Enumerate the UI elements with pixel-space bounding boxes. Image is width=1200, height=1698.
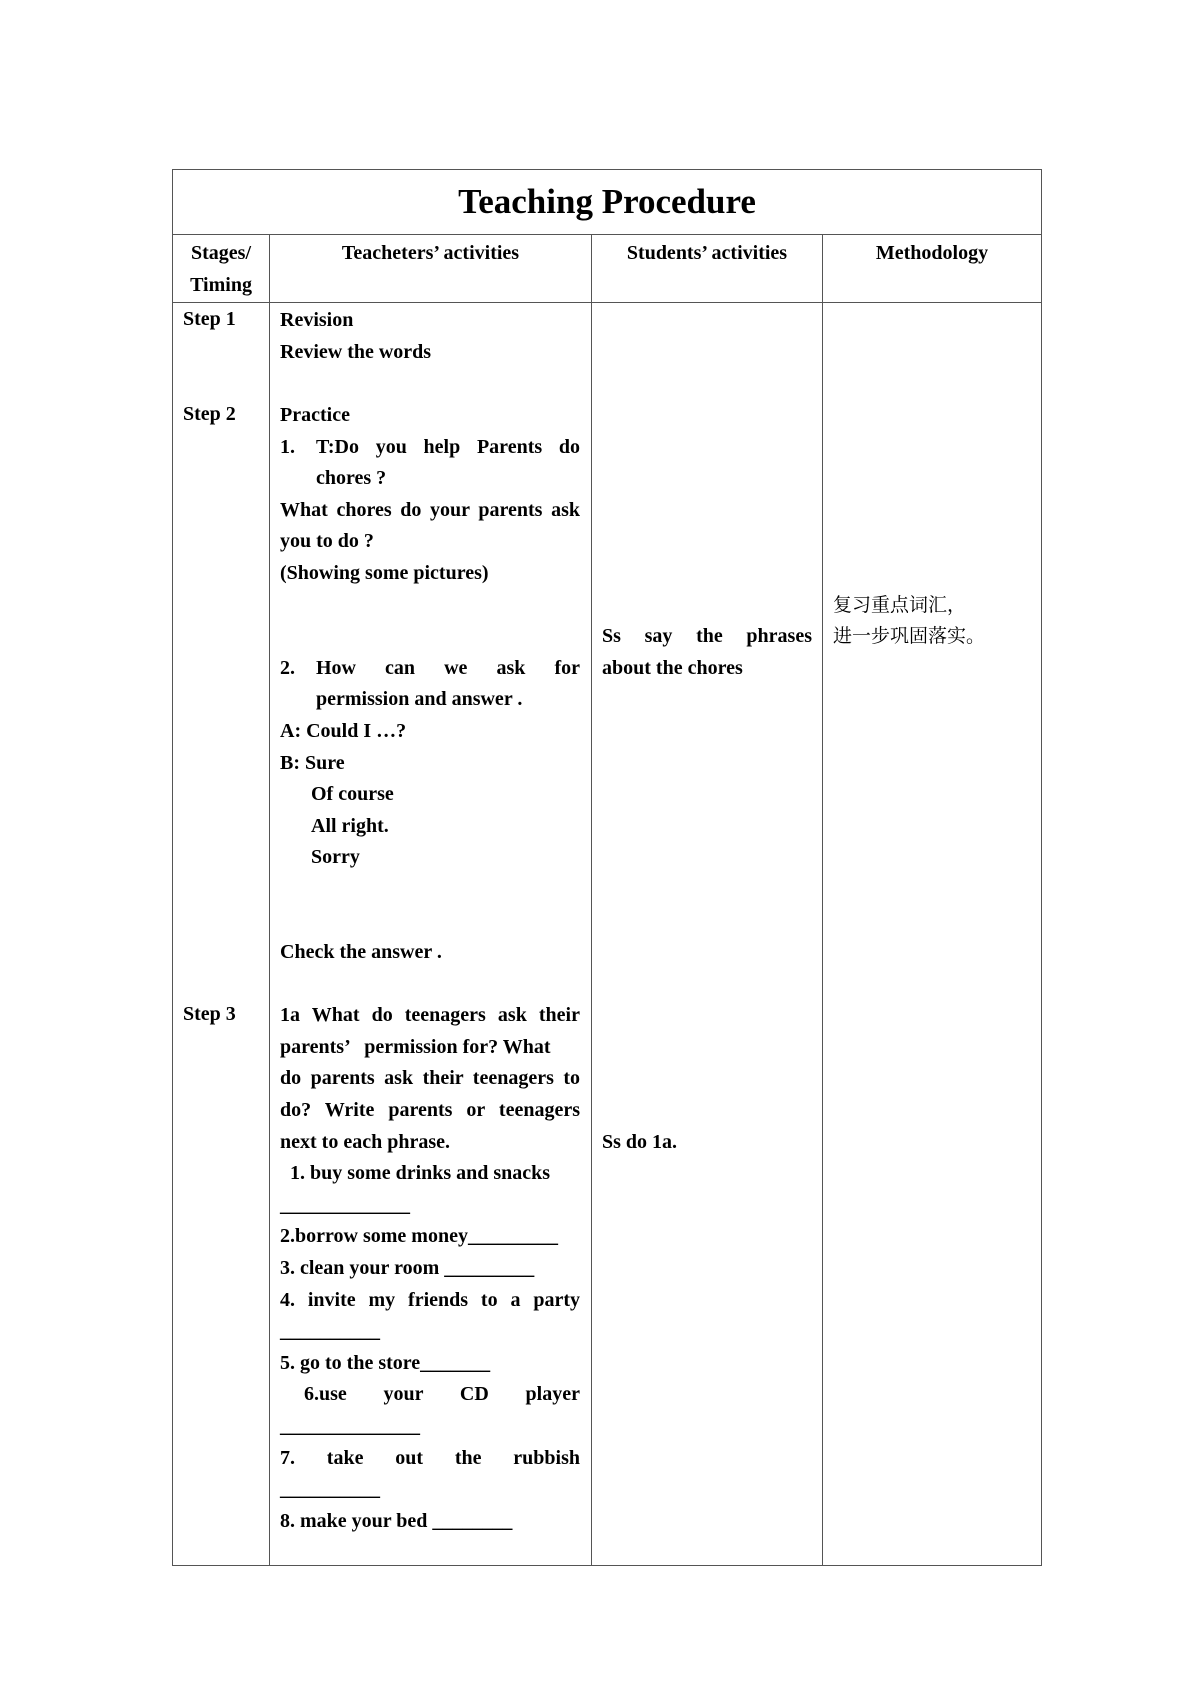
practice-item-2: 2. How can we ask for permission and answer . xyxy=(280,656,580,711)
students-do-1a: Ss do 1a. xyxy=(602,1130,678,1153)
phrase-7: 7. take out the rubbish xyxy=(280,1446,580,1469)
title-cell xyxy=(173,170,1042,235)
header-teachers: Teacheters’ activities xyxy=(270,235,592,303)
step-2-label: Step 2 xyxy=(183,402,236,425)
check-answer: Check the answer . xyxy=(280,941,442,964)
phrase-6-blank: ______________ xyxy=(280,1414,420,1437)
phrase-4: 4. invite my friends to a party xyxy=(280,1288,580,1311)
dialogue-b: B: Sure xyxy=(280,751,345,774)
phrase-3: 3. clean your room _________ xyxy=(280,1257,535,1279)
procedure-row xyxy=(173,303,1042,1566)
phrase-4-blank: __________ xyxy=(280,1320,380,1343)
practice-item-1: 1. T:Do you help Parents do chores ? xyxy=(280,435,580,490)
step-1-label: Step 1 xyxy=(183,308,236,331)
students-column xyxy=(592,303,823,1566)
students-say-phrases-2: about the chores xyxy=(602,656,743,679)
page-title: Teaching Procedure xyxy=(458,182,756,221)
header-row xyxy=(173,235,1042,303)
phrase-5: 5. go to the store_______ xyxy=(280,1351,491,1374)
phrase-1: 1. buy some drinks and snacks xyxy=(290,1162,551,1185)
students-say-phrases-1: Ss say the phrases xyxy=(602,625,812,648)
step-3-label: Step 3 xyxy=(183,1003,236,1026)
showing-pictures: (Showing some pictures) xyxy=(280,561,489,584)
chores-question-1: What chores do your parents ask xyxy=(280,498,580,521)
revision-heading: Revision xyxy=(280,309,354,332)
practice-heading: Practice xyxy=(280,403,350,426)
header-methodology: Methodology xyxy=(823,235,1042,303)
answer-sorry: Sorry xyxy=(311,846,360,869)
header-students: Students’ activities xyxy=(592,235,823,303)
methodology-line-1: 复习重点词汇， xyxy=(833,593,967,616)
step3-instruction-1: 1a What do teenagers ask their xyxy=(280,1004,580,1027)
step3-instruction-3: do parents ask their teenagers to xyxy=(280,1067,580,1090)
phrase-1-blank: _____________ xyxy=(280,1193,410,1216)
teachers-column xyxy=(270,303,592,1566)
phrase-8: 8. make your bed ________ xyxy=(280,1509,513,1532)
header-stages: Stages/ Timing xyxy=(173,235,270,303)
stages-column xyxy=(173,303,270,1566)
teaching-procedure-table xyxy=(172,169,1042,1566)
answer-of-course: Of course xyxy=(311,783,394,806)
step3-instruction-4: do? Write parents or teenagers xyxy=(280,1099,580,1122)
methodology-column xyxy=(823,303,1042,1566)
methodology-line-2: 进一步巩固落实。 xyxy=(833,625,986,648)
chores-question-2: you to do ? xyxy=(280,530,374,553)
review-words: Review the words xyxy=(280,340,432,363)
step3-instruction-2: parents’ permission for? What xyxy=(280,1035,551,1058)
phrase-6: 6.use your CD player xyxy=(304,1383,580,1406)
answer-all-right: All right. xyxy=(311,814,389,837)
step3-instruction-5: next to each phrase. xyxy=(280,1130,450,1153)
dialogue-a: A: Could I …? xyxy=(280,719,407,742)
phrase-7-blank: __________ xyxy=(280,1478,380,1501)
phrase-2: 2.borrow some money_________ xyxy=(280,1225,558,1248)
